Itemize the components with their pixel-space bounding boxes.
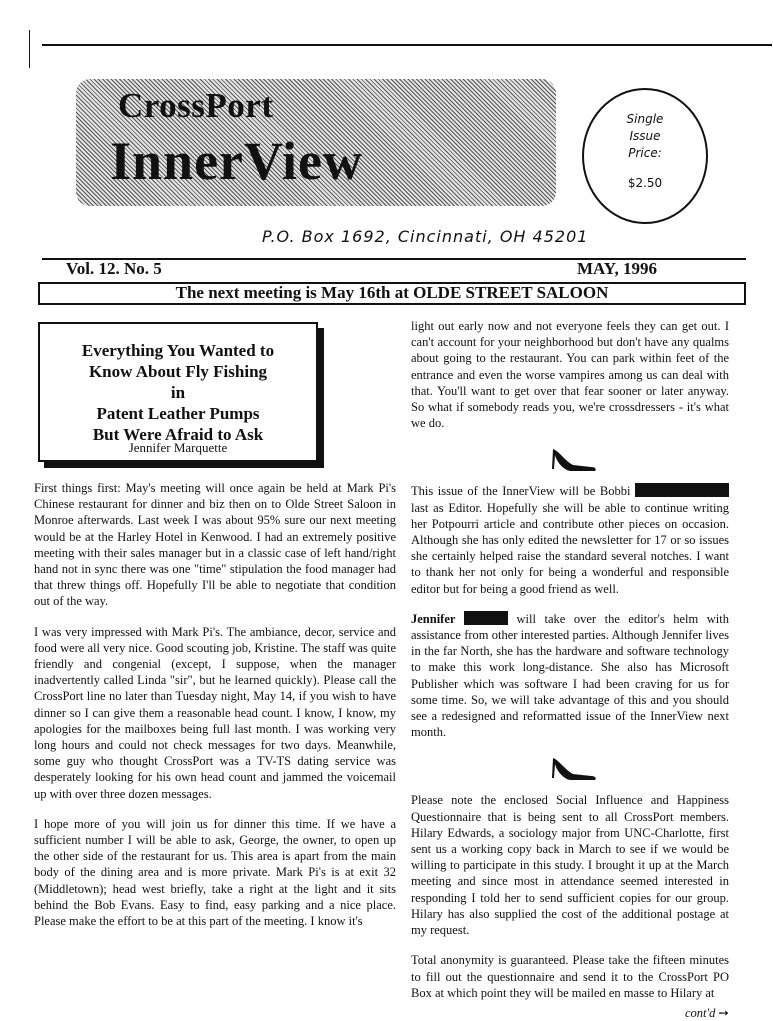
- redaction-bar: [635, 483, 729, 497]
- paragraph-editor-bobbi: [411, 483, 729, 596]
- meeting-banner-text: The next meeting is May 16th at OLDE STREET SALOON: [175, 283, 609, 302]
- masthead-title-line2: InnerView: [110, 131, 363, 191]
- paragraph-meeting-location: First things first: May's meeting will once again be held at Mark Pi's Chinese restaurant for dinner and biz then on to Olde Street Saloon in Monroe afterwards. Last week I was about 95% sure our next meeting would be at the Harley Hotel in Kenwood. I had an extremely positive meeting with their sales manager but in a classic case of left hand/right hand not in sync there was one "time" stipulation the food manager had that threw things off. Hopefully I'll be able to negotiate that condition out of the way.: [34, 481, 396, 609]
- price-value: $2.50: [627, 176, 663, 190]
- editor-text-start: This issue of the InnerView will be Bobbi: [411, 484, 631, 499]
- paragraph-dinner: I hope more of you will join us for dinner this time. If we have a sufficient number I will be able to ask, George, the owner, to open up the other side of the restaurant for us. This area is apart from the main body of the dining area and is more private. Mark Pi's is at exit 32 (Middletown); head west briefly, take a right at the light and it sits behind the Bob Evans. Easy to find, easy parking and a nice place. Please make the effort to be at this part of the meeting. I know it's: [34, 816, 396, 929]
- issue-date: MAY, 1996: [577, 259, 657, 278]
- continued-label: cont'd: [684, 1005, 716, 1020]
- article-title-line1: Everything You Wanted to: [81, 341, 275, 360]
- postal-address: P.O. Box 1692, Cincinnati, OH 45201: [262, 227, 589, 246]
- pump-shoe-icon: [551, 754, 599, 782]
- arrow-right-icon: ➙: [718, 1005, 729, 1020]
- paragraph-anonymity: Total anonymity is guaranteed. Please take the fifteen minutes to fill out the questionnaire and send it to the CrossPort PO Box at which point they will be mailed en masse to Hilary at: [411, 953, 729, 1000]
- article-title-line3: in: [170, 383, 186, 402]
- article-title-line5: But Were Afraid to Ask: [92, 425, 264, 444]
- paragraph-questionnaire: Please note the enclosed Social Influence and Happiness Questionnaire that is being sent to all CrossPort members. Hilary Edwards, a sociology major from UNC-Charlotte, first sent us a working copy back in March to see if we would be willing to participate in this study. I brought it up at the March meeting and since most in attendance seemed interested in responding I told her to send sufficient copies for our group. Hilary has also supplied the cost of the additional postage at my request.: [411, 793, 729, 938]
- paragraph-parking: light out early now and not everyone feels they can get out. I can't account for your neighborhood but don't have any qualms about going to the restaurant. You can park within feet of the entrance and even the worse vampires among us can deal with that. You'll want to get over that fear sooner or later anyway. So what if somebody reads you, we're crossdressers - it's what we do.: [411, 319, 729, 431]
- pump-shoe-icon: [551, 445, 599, 473]
- price-label-single: Single: [626, 112, 664, 126]
- continued-row: [411, 1005, 729, 1021]
- article-author: Jennifer Marquette: [128, 440, 228, 455]
- paragraph-editor-jennifer: [411, 611, 729, 741]
- price-label-issue: Issue: [629, 129, 661, 143]
- edge-mark: [29, 30, 30, 68]
- masthead-title-line1: CrossPort: [118, 86, 274, 125]
- column-left: [34, 480, 396, 943]
- article-title-line2: Know About Fly Fishing: [88, 362, 268, 381]
- article-title-line4: Patent Leather Pumps: [96, 404, 260, 423]
- paragraph-restaurant: I was very impressed with Mark Pi's. The ambiance, decor, service and food were all very nice. Good scouting job, Kristine. The staff was quite friendly and congenial (except, I suppose, when the manager inadvertently called Linda "sir", but he learned quickly). Please call the CrossPort line no later than Tuesday night, May 14, if you wish to have dinner so I can give them a reasonable head count. I know, I know, my apologies for the mailboxes being full last month. I was working very long hours and could not check messages for two days. Meanwhile, some guy who thought CrossPort was a TV-TS dating service was desperately looking for his own head count and jammed the voicemail up with over three dozen messages.: [34, 624, 396, 801]
- article-title: [40, 340, 316, 445]
- jennifer-text-rest: will take over the editor's helm with assistance from other interested parties. Although Jennifer lives in the far North, she has the hardware and software technology to make this work long-distance. She also has Microsoft Publisher which was software I had been craving for us for some time. So, we will take advantage of this and you should see a redesigned and reformatted issue of the InnerView next month.: [411, 611, 730, 740]
- price-label-price: Price:: [628, 146, 662, 160]
- redaction-bar: [464, 611, 508, 625]
- column-right: [411, 318, 729, 1021]
- top-rule: [42, 44, 772, 46]
- jennifer-name: Jennifer: [411, 611, 456, 626]
- volume-number: Vol. 12. No. 5: [66, 259, 162, 278]
- editor-text-rest: last as Editor. Hopefully she will be able to continue writing her Potpourri article and contribute other pieces on occasion. Although she has only edited the newsletter for 17 or so issues she certainly helped raise the standard several notches. I want to thank her not only for being a wonderful and responsible editor but for being a good friend as well.: [411, 500, 729, 596]
